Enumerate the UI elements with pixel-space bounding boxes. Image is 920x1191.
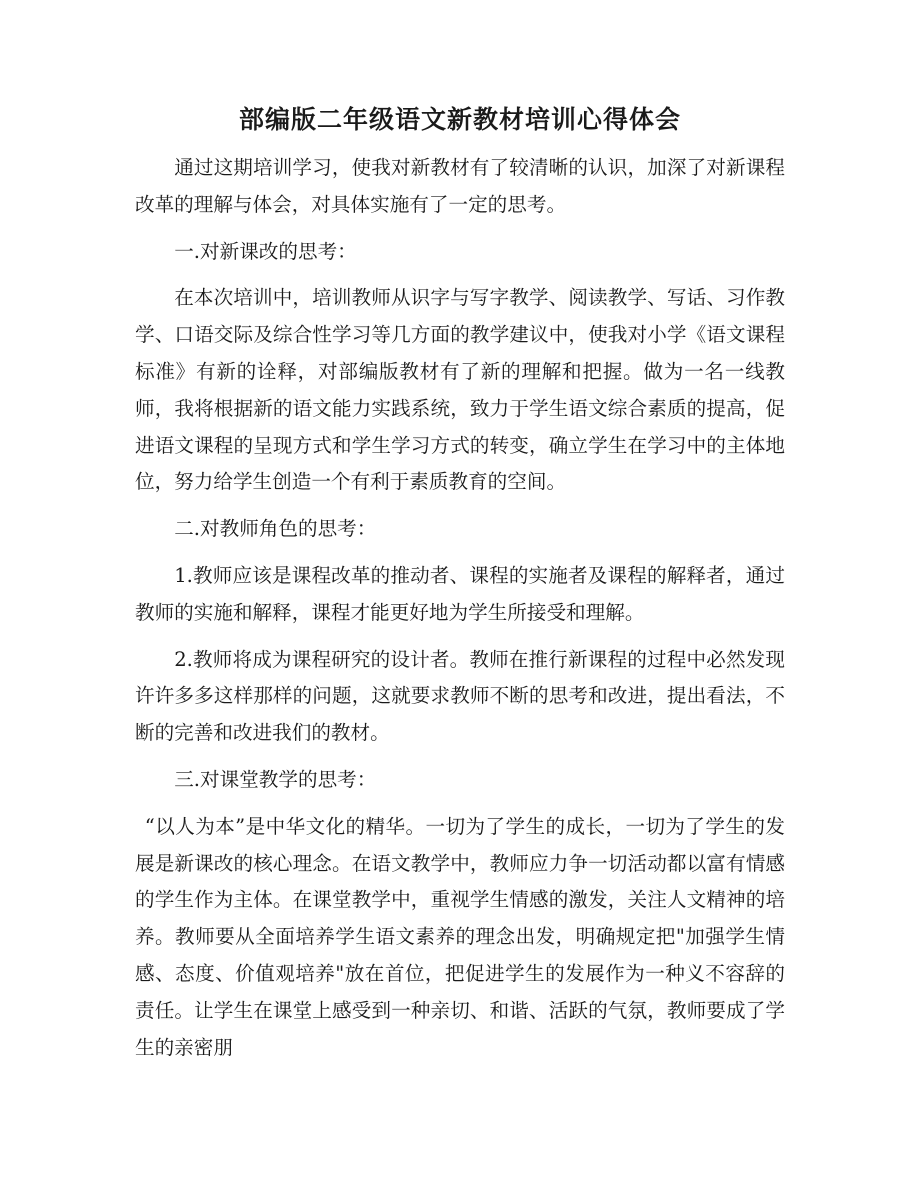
- section-heading-1: 一.对新课改的思考：: [174, 239, 357, 263]
- paragraph-section-1: 在本次培训中，培训教师从识字与写字教学、阅读教学、写话、习作教学、口语交际及综合性学习等几方面的教学建议中，使我对小学《语文课程标准》有新的诠释，对部编版教材有了新的理解和把握。做为一名一线教师，我将根据新的语文能力实践系统，致力于学生语文综合素质的提高，促进语文课程的呈现方式和学生学习方式的转变，确立学生在学习中的主体地位，努力给学生创造一个有利于素质教育的空间。: [135, 286, 785, 494]
- document-page: [135, 100, 785, 1076]
- paragraph-point-2: 2.教师将成为课程研究的设计者。教师在推行新课程的过程中必然发现许许多多这样那样的问题，这就要求教师不断的思考和改进，提出看法，不断的完善和改进我们的教材。: [135, 647, 785, 745]
- paragraph-point-1: 1.教师应该是课程改革的推动者、课程的实施者及课程的解释者，通过教师的实施和解释，课程才能更好地为学生所接受和理解。: [135, 563, 785, 624]
- document-title: 部编版二年级语文新教材培训心得体会: [238, 105, 681, 134]
- section-heading-3: 三.对课堂教学的思考：: [174, 767, 377, 791]
- paragraph-section-3: “以人为本”是中华文化的精华。一切为了学生的成长，一切为了学生的发展是新课改的核心理念。在语文教学中，教师应力争一切活动都以富有情感的学生作为主体。在课堂教学中，重视学生情感的激发，关注人文精神的培养。教师要从全面培养学生语文素养的理念出发，明确规定把"加强学生情感、态度、价值观培养"放在首位，把促进学生的发展作为一种义不容辞的责任。让学生在课堂上感受到一种亲切、和谐、活跃的气氛，教师要成了学生的亲密朋: [135, 814, 785, 1059]
- paragraph-intro: 通过这期培训学习，使我对新教材有了较清晰的认识，加深了对新课程改革的理解与体会，对具体实施有了一定的思考。: [135, 156, 785, 216]
- section-heading-2: 二.对教师角色的思考：: [174, 517, 377, 541]
